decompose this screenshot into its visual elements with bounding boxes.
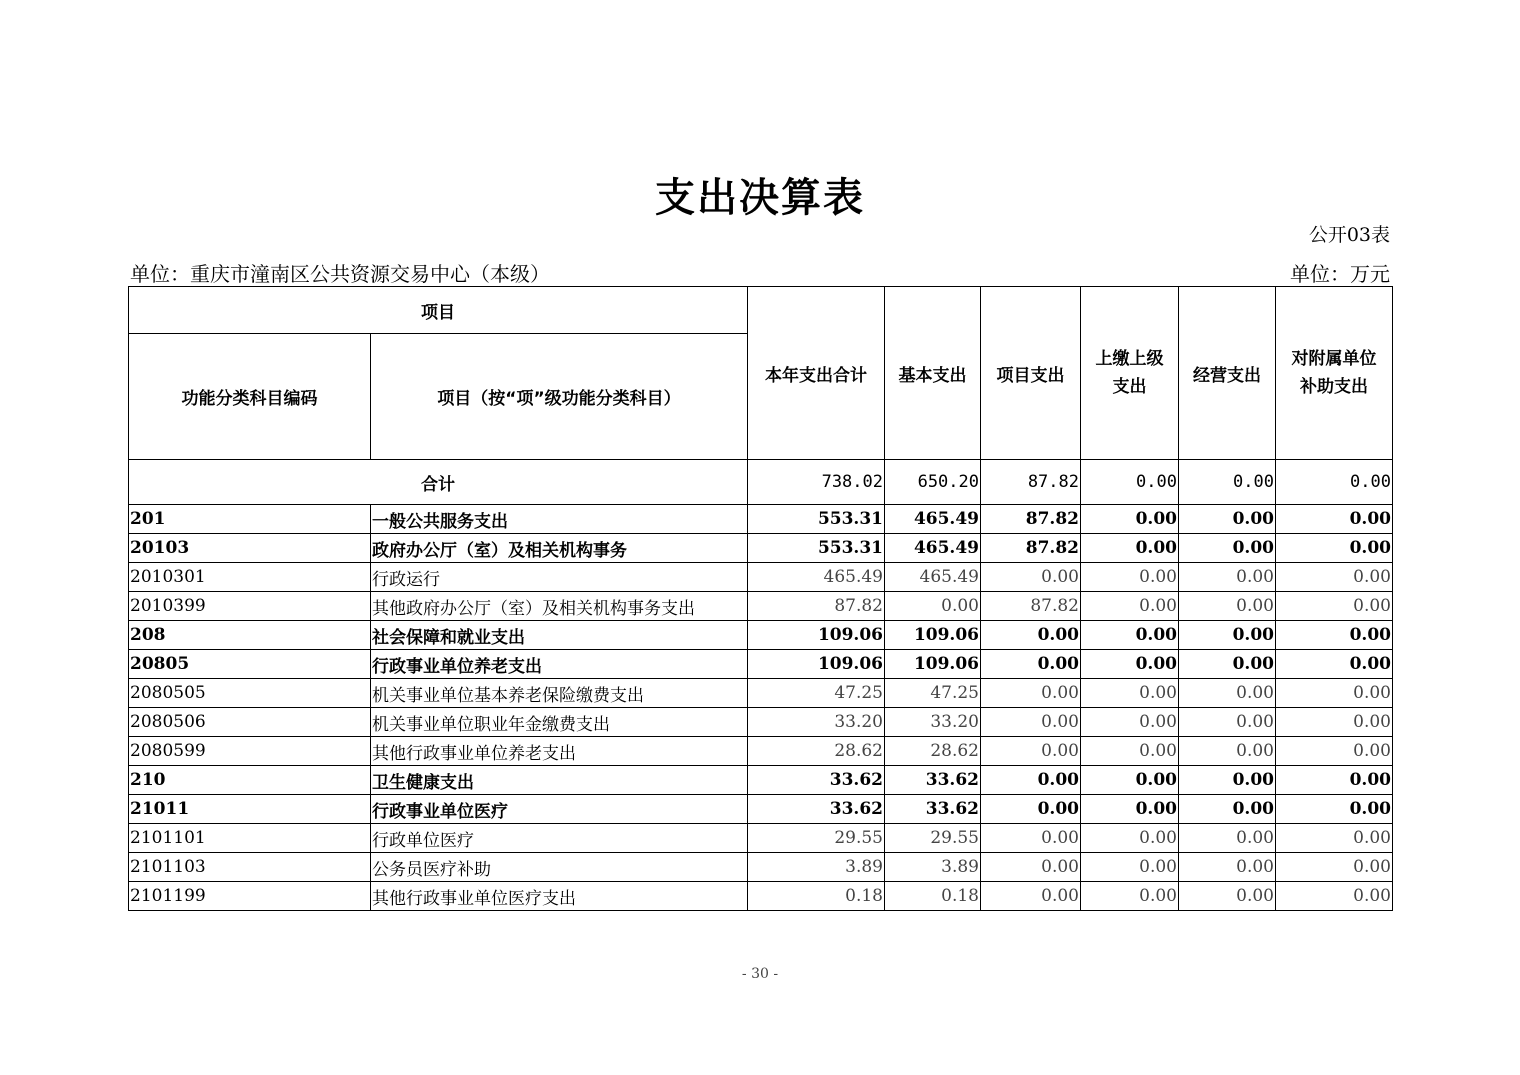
row-name: 行政单位医疗 <box>371 824 748 853</box>
row-value: 87.82 <box>981 505 1081 534</box>
row-name: 其他行政事业单位医疗支出 <box>371 882 748 911</box>
row-value: 0.00 <box>1179 592 1276 621</box>
row-value: 0.00 <box>1276 534 1393 563</box>
row-code: 2010301 <box>129 563 371 592</box>
row-value: 0.00 <box>981 563 1081 592</box>
row-value: 47.25 <box>885 679 981 708</box>
row-value: 0.00 <box>1179 563 1276 592</box>
row-value: 0.00 <box>1276 708 1393 737</box>
row-value: 0.00 <box>981 824 1081 853</box>
row-value: 0.00 <box>1179 882 1276 911</box>
row-value: 29.55 <box>748 824 885 853</box>
row-name: 卫生健康支出 <box>371 766 748 795</box>
table-row <box>129 563 1393 592</box>
row-value: 0.00 <box>1081 737 1179 766</box>
row-value: 109.06 <box>885 621 981 650</box>
row-value: 465.49 <box>885 563 981 592</box>
row-name: 其他政府办公厅（室）及相关机构事务支出 <box>371 592 748 621</box>
row-value: 0.00 <box>1179 650 1276 679</box>
row-value: 109.06 <box>885 650 981 679</box>
row-value: 0.00 <box>1276 737 1393 766</box>
table-row <box>129 505 1393 534</box>
row-value: 0.00 <box>1179 824 1276 853</box>
row-value: 0.00 <box>1179 621 1276 650</box>
row-value: 0.00 <box>1081 853 1179 882</box>
row-value: 0.00 <box>981 737 1081 766</box>
row-code: 2010399 <box>129 592 371 621</box>
row-value: 553.31 <box>748 534 885 563</box>
row-value: 0.00 <box>981 795 1081 824</box>
page-title: 支出决算表 <box>655 174 865 221</box>
header-project-expense: 项目支出 <box>981 287 1081 460</box>
header-subsidy <box>1276 287 1393 460</box>
header-project: 项目 <box>129 287 748 334</box>
row-value: 3.89 <box>885 853 981 882</box>
row-value: 0.00 <box>1276 621 1393 650</box>
row-value: 0.00 <box>1179 679 1276 708</box>
row-value: 0.00 <box>1179 708 1276 737</box>
row-value: 465.49 <box>885 534 981 563</box>
row-value: 0.00 <box>1276 505 1393 534</box>
row-code: 2101101 <box>129 824 371 853</box>
row-code: 201 <box>129 505 371 534</box>
row-value: 0.00 <box>1081 563 1179 592</box>
row-value: 0.18 <box>748 882 885 911</box>
row-value: 0.18 <box>885 882 981 911</box>
row-code: 2080506 <box>129 708 371 737</box>
row-value: 0.00 <box>1081 795 1179 824</box>
row-value: 0.00 <box>1179 766 1276 795</box>
header-subsidy-line1: 对附属单位 <box>1291 349 1377 369</box>
total-value: 0.00 <box>1081 460 1179 505</box>
header-upper-line2: 支出 <box>1112 377 1147 397</box>
row-value: 0.00 <box>1276 679 1393 708</box>
total-value: 0.00 <box>1276 460 1393 505</box>
row-code: 210 <box>129 766 371 795</box>
table-row <box>129 708 1393 737</box>
row-value: 33.20 <box>748 708 885 737</box>
table-row <box>129 882 1393 911</box>
row-value: 0.00 <box>981 708 1081 737</box>
row-value: 0.00 <box>1179 737 1276 766</box>
row-value: 0.00 <box>1276 795 1393 824</box>
row-value: 0.00 <box>1179 853 1276 882</box>
table-row <box>129 766 1393 795</box>
table-row <box>129 534 1393 563</box>
row-value: 47.25 <box>748 679 885 708</box>
row-value: 3.89 <box>748 853 885 882</box>
total-label: 合计 <box>129 460 748 505</box>
row-value: 0.00 <box>1276 563 1393 592</box>
row-value: 465.49 <box>885 505 981 534</box>
row-value: 465.49 <box>748 563 885 592</box>
table-row <box>129 795 1393 824</box>
row-code: 208 <box>129 621 371 650</box>
row-code: 2080599 <box>129 737 371 766</box>
row-value: 109.06 <box>748 650 885 679</box>
table-row <box>129 824 1393 853</box>
row-value: 0.00 <box>981 882 1081 911</box>
table-row <box>129 621 1393 650</box>
total-row <box>129 460 1393 505</box>
row-code: 2101199 <box>129 882 371 911</box>
total-value: 738.02 <box>748 460 885 505</box>
row-value: 87.82 <box>981 592 1081 621</box>
header-total: 本年支出合计 <box>748 287 885 460</box>
table-row <box>129 592 1393 621</box>
row-value: 33.62 <box>885 766 981 795</box>
row-value: 0.00 <box>1276 766 1393 795</box>
row-name: 公务员医疗补助 <box>371 853 748 882</box>
row-code: 2101103 <box>129 853 371 882</box>
row-value: 0.00 <box>981 679 1081 708</box>
row-value: 87.82 <box>748 592 885 621</box>
row-value: 0.00 <box>1276 650 1393 679</box>
row-name: 一般公共服务支出 <box>371 505 748 534</box>
row-value: 0.00 <box>1081 882 1179 911</box>
row-code: 21011 <box>129 795 371 824</box>
header-basic: 基本支出 <box>885 287 981 460</box>
row-value: 0.00 <box>1081 766 1179 795</box>
row-value: 0.00 <box>981 650 1081 679</box>
header-subsidy-line2: 补助支出 <box>1300 377 1368 397</box>
row-name: 行政事业单位养老支出 <box>371 650 748 679</box>
row-value: 0.00 <box>1081 592 1179 621</box>
row-value: 0.00 <box>981 766 1081 795</box>
table-row <box>129 737 1393 766</box>
row-value: 0.00 <box>1179 795 1276 824</box>
total-value: 0.00 <box>1179 460 1276 505</box>
total-value: 87.82 <box>981 460 1081 505</box>
row-value: 109.06 <box>748 621 885 650</box>
row-name: 机关事业单位职业年金缴费支出 <box>371 708 748 737</box>
row-value: 0.00 <box>1081 824 1179 853</box>
row-value: 0.00 <box>1081 679 1179 708</box>
row-value: 553.31 <box>748 505 885 534</box>
page-number: - 30 - <box>741 966 779 982</box>
currency-unit: 单位：万元 <box>1290 262 1390 286</box>
total-value: 650.20 <box>885 460 981 505</box>
row-value: 0.00 <box>1276 882 1393 911</box>
row-value: 0.00 <box>1081 505 1179 534</box>
row-name: 机关事业单位基本养老保险缴费支出 <box>371 679 748 708</box>
row-value: 0.00 <box>1081 621 1179 650</box>
expenditure-table <box>128 286 1393 911</box>
header-business: 经营支出 <box>1179 287 1276 460</box>
row-value: 0.00 <box>885 592 981 621</box>
row-code: 20103 <box>129 534 371 563</box>
row-name: 其他行政事业单位养老支出 <box>371 737 748 766</box>
row-value: 0.00 <box>1179 505 1276 534</box>
row-value: 87.82 <box>981 534 1081 563</box>
row-value: 0.00 <box>1081 650 1179 679</box>
row-value: 0.00 <box>1081 708 1179 737</box>
row-name: 政府办公厅（室）及相关机构事务 <box>371 534 748 563</box>
row-value: 33.62 <box>748 795 885 824</box>
row-value: 28.62 <box>748 737 885 766</box>
row-value: 0.00 <box>1276 824 1393 853</box>
row-value: 33.62 <box>885 795 981 824</box>
row-name: 行政运行 <box>371 563 748 592</box>
table-row <box>129 853 1393 882</box>
table-row <box>129 650 1393 679</box>
row-code: 20805 <box>129 650 371 679</box>
row-value: 0.00 <box>1276 592 1393 621</box>
row-value: 29.55 <box>885 824 981 853</box>
form-number: 公开03表 <box>1308 224 1390 246</box>
row-value: 0.00 <box>1276 853 1393 882</box>
unit-name: 单位：重庆市潼南区公共资源交易中心（本级） <box>130 262 550 286</box>
row-value: 0.00 <box>1081 534 1179 563</box>
row-name: 社会保障和就业支出 <box>371 621 748 650</box>
header-upper-line1: 上缴上级 <box>1095 349 1164 369</box>
header-name: 项目（按“项”级功能分类科目） <box>371 334 748 460</box>
row-value: 0.00 <box>1179 534 1276 563</box>
row-code: 2080505 <box>129 679 371 708</box>
row-value: 33.20 <box>885 708 981 737</box>
header-upper-remit <box>1081 287 1179 460</box>
row-value: 0.00 <box>981 853 1081 882</box>
row-name: 行政事业单位医疗 <box>371 795 748 824</box>
header-code: 功能分类科目编码 <box>129 334 371 460</box>
row-value: 33.62 <box>748 766 885 795</box>
row-value: 28.62 <box>885 737 981 766</box>
row-value: 0.00 <box>981 621 1081 650</box>
table-row <box>129 679 1393 708</box>
